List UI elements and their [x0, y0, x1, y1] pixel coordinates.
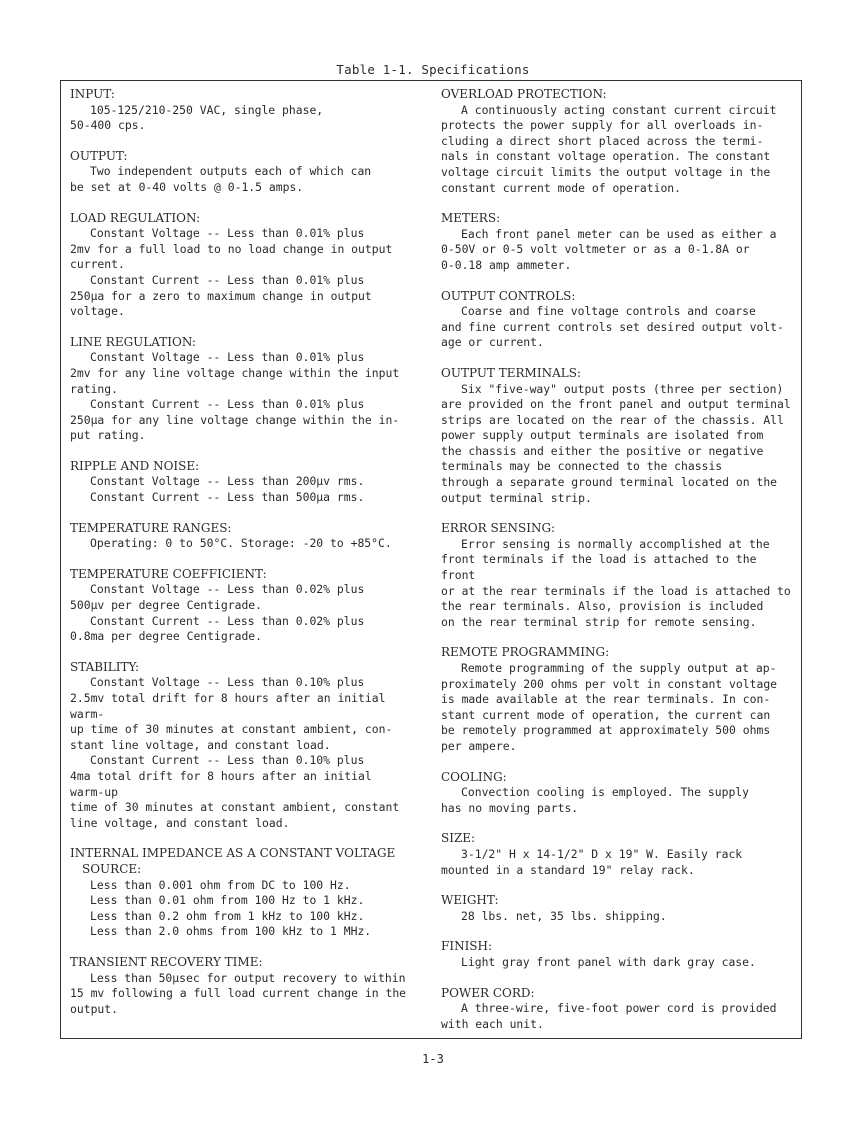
- spec-line: voltage circuit limits the output voltage in the: [441, 164, 771, 179]
- output-heading: OUTPUT:: [70, 148, 128, 163]
- spec-line: protects the power supply for all overloads in-: [441, 118, 764, 133]
- spec-line: up time of 30 minutes at constant ambient, con-: [70, 722, 393, 737]
- spec-line: put rating.: [70, 428, 146, 443]
- input-section: [70, 87, 410, 134]
- error-sensing-section: [441, 521, 797, 630]
- spec-line: with each unit.: [441, 1016, 544, 1031]
- size-heading: SIZE:: [441, 831, 476, 846]
- spec-line: 3-1/2" H x 14-1/2" D x 19" W. Easily rack: [461, 846, 743, 861]
- spec-line: be set at 0-40 volts @ 0-1.5 amps.: [70, 179, 304, 194]
- spec-line: voltage.: [70, 304, 125, 319]
- spec-line: the rear terminals. Also, provision is included: [441, 599, 764, 614]
- spec-line: through a separate ground terminal located on the: [441, 475, 778, 490]
- spec-line: Two independent outputs each of which can: [90, 164, 372, 179]
- ripple-noise-section: [70, 459, 410, 506]
- impedance-heading: INTERNAL IMPEDANCE AS A CONSTANT VOLTAGE: [70, 846, 396, 861]
- spec-line: A three-wire, five-foot power cord is provided: [461, 1001, 777, 1016]
- spec-line: on the rear terminal strip for remote sensing.: [441, 614, 757, 629]
- line-regulation-section: [70, 335, 410, 444]
- finish-heading: FINISH:: [441, 939, 493, 954]
- spec-line: Constant Current -- Less than 500μa rms.: [90, 490, 365, 505]
- spec-line: Less than 2.0 ohms from 100 kHz to 1 MHz.: [90, 924, 372, 939]
- output-controls-section: [441, 289, 797, 351]
- meters-heading: METERS:: [441, 211, 501, 226]
- spec-line: Error sensing is normally accomplished at the: [461, 536, 770, 551]
- power-cord-section: [441, 986, 797, 1033]
- spec-line: per ampere.: [441, 738, 517, 753]
- ripple-noise-heading: RIPPLE AND NOISE:: [70, 458, 200, 473]
- spec-line: 250μa for a zero to maximum change in output: [70, 288, 372, 303]
- spec-line: terminals may be connected to the chassis: [441, 459, 723, 474]
- meters-section: [441, 211, 797, 273]
- overload-heading: OVERLOAD PROTECTION:: [441, 87, 607, 101]
- spec-line: mounted in a standard 19" relay rack.: [441, 862, 695, 877]
- spec-line: has no moving parts.: [441, 800, 579, 815]
- spec-line: stant current mode of operation, the current can: [441, 707, 771, 722]
- spec-line: Constant Voltage -- Less than 0.02% plus: [90, 582, 365, 597]
- spec-line: output.: [70, 1001, 119, 1016]
- cooling-heading: COOLING:: [441, 769, 507, 784]
- spec-line: is made available at the rear terminals. In con-: [441, 692, 771, 707]
- spec-line: Less than 0.2 ohm from 1 kHz to 100 kHz.: [90, 908, 365, 923]
- spec-line: stant line voltage, and constant load.: [70, 737, 331, 752]
- spec-line: Constant Current -- Less than 0.02% plus: [90, 613, 365, 628]
- output-controls-heading: OUTPUT CONTROLS:: [441, 288, 576, 303]
- remote-programming-heading: REMOTE PROGRAMMING:: [441, 645, 610, 660]
- spec-line: are provided on the front panel and output terminal: [441, 397, 791, 412]
- spec-line: power supply output terminals are isolated from: [441, 428, 764, 443]
- line-regulation-heading: LINE REGULATION:: [70, 334, 196, 349]
- weight-section: [441, 893, 797, 924]
- spec-line: proximately 200 ohms per volt in constant voltage: [441, 676, 778, 691]
- spec-line: Remote programming of the supply output at ap-: [461, 661, 777, 675]
- impedance-section: [70, 846, 410, 940]
- transient-section: [70, 955, 410, 1017]
- right-column: [441, 87, 797, 1032]
- spec-line: 50-400 cps.: [70, 118, 146, 133]
- spec-line: A continuously acting constant current circuit: [461, 102, 777, 117]
- weight-heading: WEIGHT:: [441, 893, 499, 908]
- temperature-ranges-heading: TEMPERATURE RANGES:: [70, 520, 232, 535]
- load-regulation-section: [70, 211, 410, 320]
- cooling-section: [441, 770, 797, 817]
- spec-line: nals in constant voltage operation. The constant: [441, 149, 771, 164]
- spec-line: 15 mv following a full load current change in the: [70, 986, 407, 1001]
- spec-line: or at the rear terminals if the load is attached to: [441, 583, 791, 598]
- spec-line: strips are located on the rear of the chassis. All: [441, 412, 784, 427]
- spec-line: Light gray front panel with dark gray case.: [461, 954, 756, 969]
- table-title: Table 1-1. Specifications: [336, 62, 530, 77]
- spec-line: Constant Current -- Less than 0.01% plus: [90, 272, 365, 287]
- spec-line: Constant Voltage -- Less than 0.10% plus: [90, 675, 365, 690]
- spec-line: Less than 50μsec for output recovery to within: [90, 970, 406, 985]
- size-section: [441, 831, 797, 878]
- spec-line: Operating: 0 to 50°C. Storage: -20 to +85°C.: [90, 536, 392, 551]
- spec-line: 2.5mv total drift for 8 hours after an initial warm-: [70, 691, 386, 721]
- output-terminals-heading: OUTPUT TERMINALS:: [441, 365, 581, 380]
- left-column: [70, 87, 410, 1032]
- spec-line: 500μv per degree Centigrade.: [70, 598, 263, 613]
- spec-line: age or current.: [441, 335, 544, 350]
- spec-line: rating.: [70, 381, 119, 396]
- spec-line: Constant Voltage -- Less than 0.01% plus: [90, 226, 365, 241]
- remote-programming-section: [441, 645, 797, 754]
- spec-line: 250μa for any line voltage change within the in-: [70, 412, 400, 427]
- spec-line: output terminal strip.: [441, 490, 592, 505]
- error-sensing-heading: ERROR SENSING:: [441, 521, 556, 536]
- power-cord-heading: POWER CORD:: [441, 985, 535, 1000]
- spec-line: 2mv for a full load to no load change in output: [70, 241, 393, 256]
- spec-line: 105-125/210-250 VAC, single phase,: [90, 102, 324, 117]
- output-terminals-section: [441, 366, 797, 506]
- spec-line: current.: [70, 257, 125, 272]
- spec-line: line voltage, and constant load.: [70, 815, 290, 830]
- spec-line: be remotely programmed at approximately 500 ohms: [441, 723, 771, 738]
- spec-line: front terminals if the load is attached to the front: [441, 552, 757, 583]
- temperature-ranges-section: [70, 521, 410, 552]
- spec-line: 2mv for any line voltage change within the input: [70, 365, 400, 380]
- spec-line: 4ma total drift for 8 hours after an initial warm-up: [70, 768, 372, 799]
- spec-line: 0.8ma per degree Centigrade.: [70, 629, 263, 644]
- spec-line: Convection cooling is employed. The supply: [461, 785, 750, 800]
- spec-line: 0-50V or 0-5 volt voltmeter or as a 0-1.8A or: [441, 242, 750, 257]
- spec-line: 0-0.18 amp ammeter.: [441, 257, 572, 272]
- temperature-coefficient-heading: TEMPERATURE COEFFICIENT:: [70, 566, 267, 581]
- finish-section: [441, 939, 797, 970]
- stability-heading: STABILITY:: [70, 659, 139, 674]
- transient-heading: TRANSIENT RECOVERY TIME:: [70, 954, 263, 969]
- spec-line: Six "five-way" output posts (three per section): [461, 381, 784, 396]
- spec-line: time of 30 minutes at constant ambient, constant: [70, 800, 400, 815]
- spec-line: 28 lbs. net, 35 lbs. shipping.: [461, 908, 667, 923]
- overload-section: [441, 87, 797, 196]
- specifications-table: [60, 80, 802, 1039]
- spec-line: and fine current controls set desired output volt-: [441, 319, 784, 334]
- spec-line: cluding a direct short placed across the termi-: [441, 133, 764, 148]
- page-number: 1-3: [422, 1052, 444, 1066]
- output-section: [70, 149, 410, 196]
- spec-line: Constant Current -- Less than 0.10% plus: [90, 753, 365, 768]
- spec-line: Constant Voltage -- Less than 200μv rms.: [90, 474, 365, 489]
- spec-line: Constant Current -- Less than 0.01% plus: [90, 397, 365, 412]
- spec-line: Constant Voltage -- Less than 0.01% plus: [90, 350, 365, 365]
- temperature-coefficient-section: [70, 567, 410, 645]
- spec-line: the chassis and either the positive or negative: [441, 443, 764, 458]
- stability-section: [70, 660, 410, 832]
- impedance-heading-continued: SOURCE:: [82, 861, 142, 876]
- load-regulation-heading: LOAD REGULATION:: [70, 210, 201, 225]
- input-heading: INPUT:: [70, 87, 115, 101]
- spec-line: Less than 0.001 ohm from DC to 100 Hz.: [90, 877, 351, 892]
- spec-line: Coarse and fine voltage controls and coarse: [461, 304, 756, 319]
- spec-line: Less than 0.01 ohm from 100 Hz to 1 kHz.: [90, 893, 365, 908]
- spec-line: constant current mode of operation.: [441, 180, 682, 195]
- spec-line: Each front panel meter can be used as either a: [461, 226, 777, 241]
